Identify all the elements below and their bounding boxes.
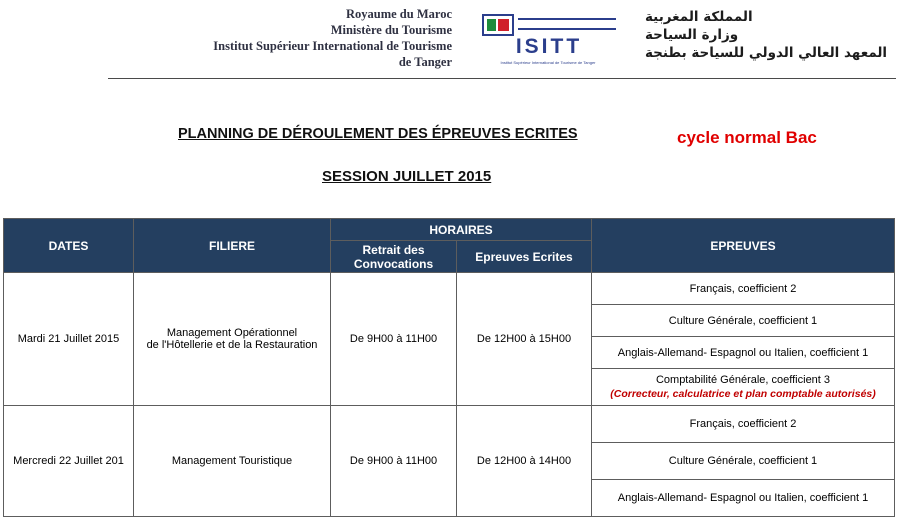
page-title: PLANNING DE DÉROULEMENT DES ÉPREUVES ECRITES [178,126,578,142]
epreuve-label: Comptabilité Générale, coefficient 3 [655,374,831,386]
logo-text: ISITT [515,35,583,58]
ministry-label-ar: وزارة السياحة [645,27,739,43]
logo-stripes [518,18,616,30]
header-filiere: FILIERE [134,219,331,273]
letterhead-arabic [645,8,887,62]
retrait-cell: De 9H00 à 11H00 [331,406,457,517]
header-epreuves: EPREUVES [592,219,895,273]
table-row [4,273,895,305]
filiere-cell: Management Touristique [134,406,331,517]
epreuve-item: Anglais-Allemand- Espagnol ou Italien, coefficient 1 [592,480,895,517]
flag-icon [482,14,514,36]
filiere-cell [134,273,331,406]
epreuves-ecrites-cell: De 12H00 à 14H00 [457,406,592,517]
header-retrait: Retrait des Convocations [331,241,457,273]
table-row [4,406,895,443]
header-divider [108,78,896,79]
epreuve-item: Anglais-Allemand- Espagnol ou Italien, coefficient 1 [592,337,895,369]
isitt-logo [478,14,618,66]
header-dates: DATES [4,219,134,273]
schedule-table [3,218,895,517]
epreuve-item: Culture Générale, coefficient 1 [592,305,895,337]
institute-label-ar: المعهد العالي الدولي للسياحة بطنجة [645,45,888,61]
logo-caption: Institut Supérieur International de Tourisme de Tanger [500,60,596,65]
epreuves-ecrites-cell: De 12H00 à 15H00 [457,273,592,406]
letterhead-french [213,6,452,70]
retrait-cell: De 9H00 à 11H00 [331,273,457,406]
epreuve-item: Français, coefficient 2 [592,406,895,443]
epreuve-note: (Correcteur, calculatrice et plan comptable autorisés) [610,388,876,400]
epreuve-item [592,369,895,406]
session-title: SESSION JUILLET 2015 [322,168,492,185]
institute-label: Institut Supérieur International de Tourisme [213,39,452,53]
cycle-label: cycle normal Bac [677,128,817,147]
header-horaires: HORAIRES [331,219,592,241]
date-cell: Mercredi 22 Juillet 201 [4,406,134,517]
city-label: de Tanger [398,55,452,69]
kingdom-label: Royaume du Maroc [345,7,452,21]
date-cell: Mardi 21 Juillet 2015 [4,273,134,406]
filiere-line: de l'Hôtellerie et de la Restauration [146,339,318,351]
ministry-label: Ministère du Tourisme [330,23,452,37]
epreuve-item: Culture Générale, coefficient 1 [592,443,895,480]
epreuve-item: Français, coefficient 2 [592,273,895,305]
kingdom-label-ar: المملكة المغربية [645,9,753,25]
header-epreuves-ecrites: Epreuves Ecrites [457,241,592,273]
filiere-line: Management Opérationnel [166,327,298,339]
